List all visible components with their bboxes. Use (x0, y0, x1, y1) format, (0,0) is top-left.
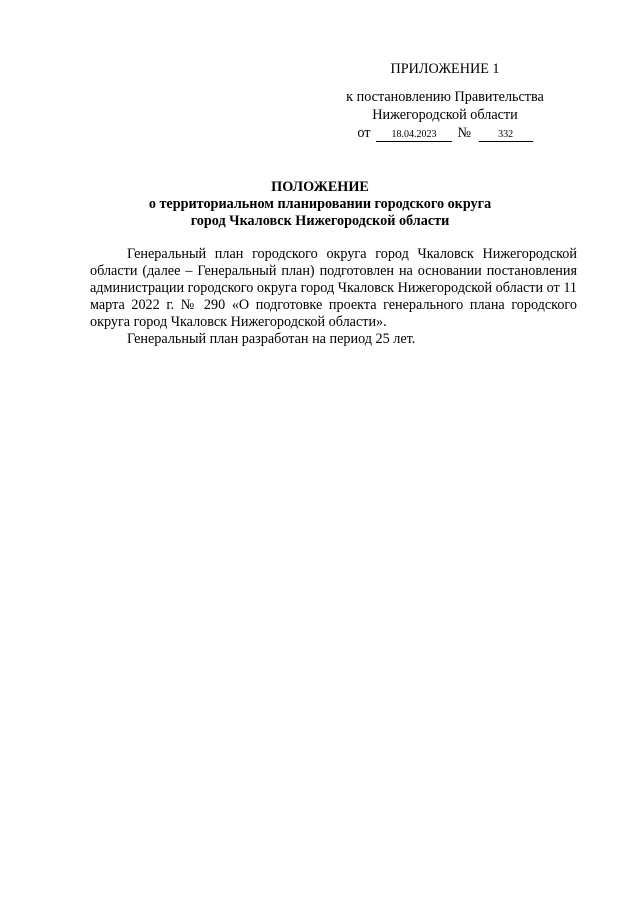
appendix-block (320, 60, 570, 142)
resolution-number: 332 (479, 128, 533, 142)
appendix-resolution-line: к постановлению Правительства (346, 89, 544, 105)
heading-subtitle-line1: о территориальном планировании городского округа (148, 196, 492, 212)
appendix-title: ПРИЛОЖЕНИЕ 1 (390, 61, 500, 77)
heading-title: ПОЛОЖЕНИЕ (271, 179, 369, 195)
appendix-date-row (320, 124, 570, 142)
number-sign-label: № (457, 125, 472, 141)
appendix-region-line: Нижегородской области (372, 107, 518, 123)
body-paragraph-1: Генеральный план городского округа город Чкаловск Нижегородской области (далее – Генеральный план) подготовлен на основании постановления администрации городского округа город Чкаловск Нижегородской области от 11 марта 2022 г. № 290 «О подготовке проекта генерального плана городского округа город Чкаловск Нижегородской области». (90, 246, 577, 330)
document-heading (100, 179, 540, 230)
resolution-date: 18.04.2023 (376, 128, 452, 142)
from-label: от (357, 125, 371, 141)
body-paragraph-2: Генеральный план разработан на период 25 лет. (127, 331, 416, 347)
heading-subtitle-line2: город Чкаловск Нижегородской области (190, 213, 450, 229)
document-body (90, 246, 577, 348)
